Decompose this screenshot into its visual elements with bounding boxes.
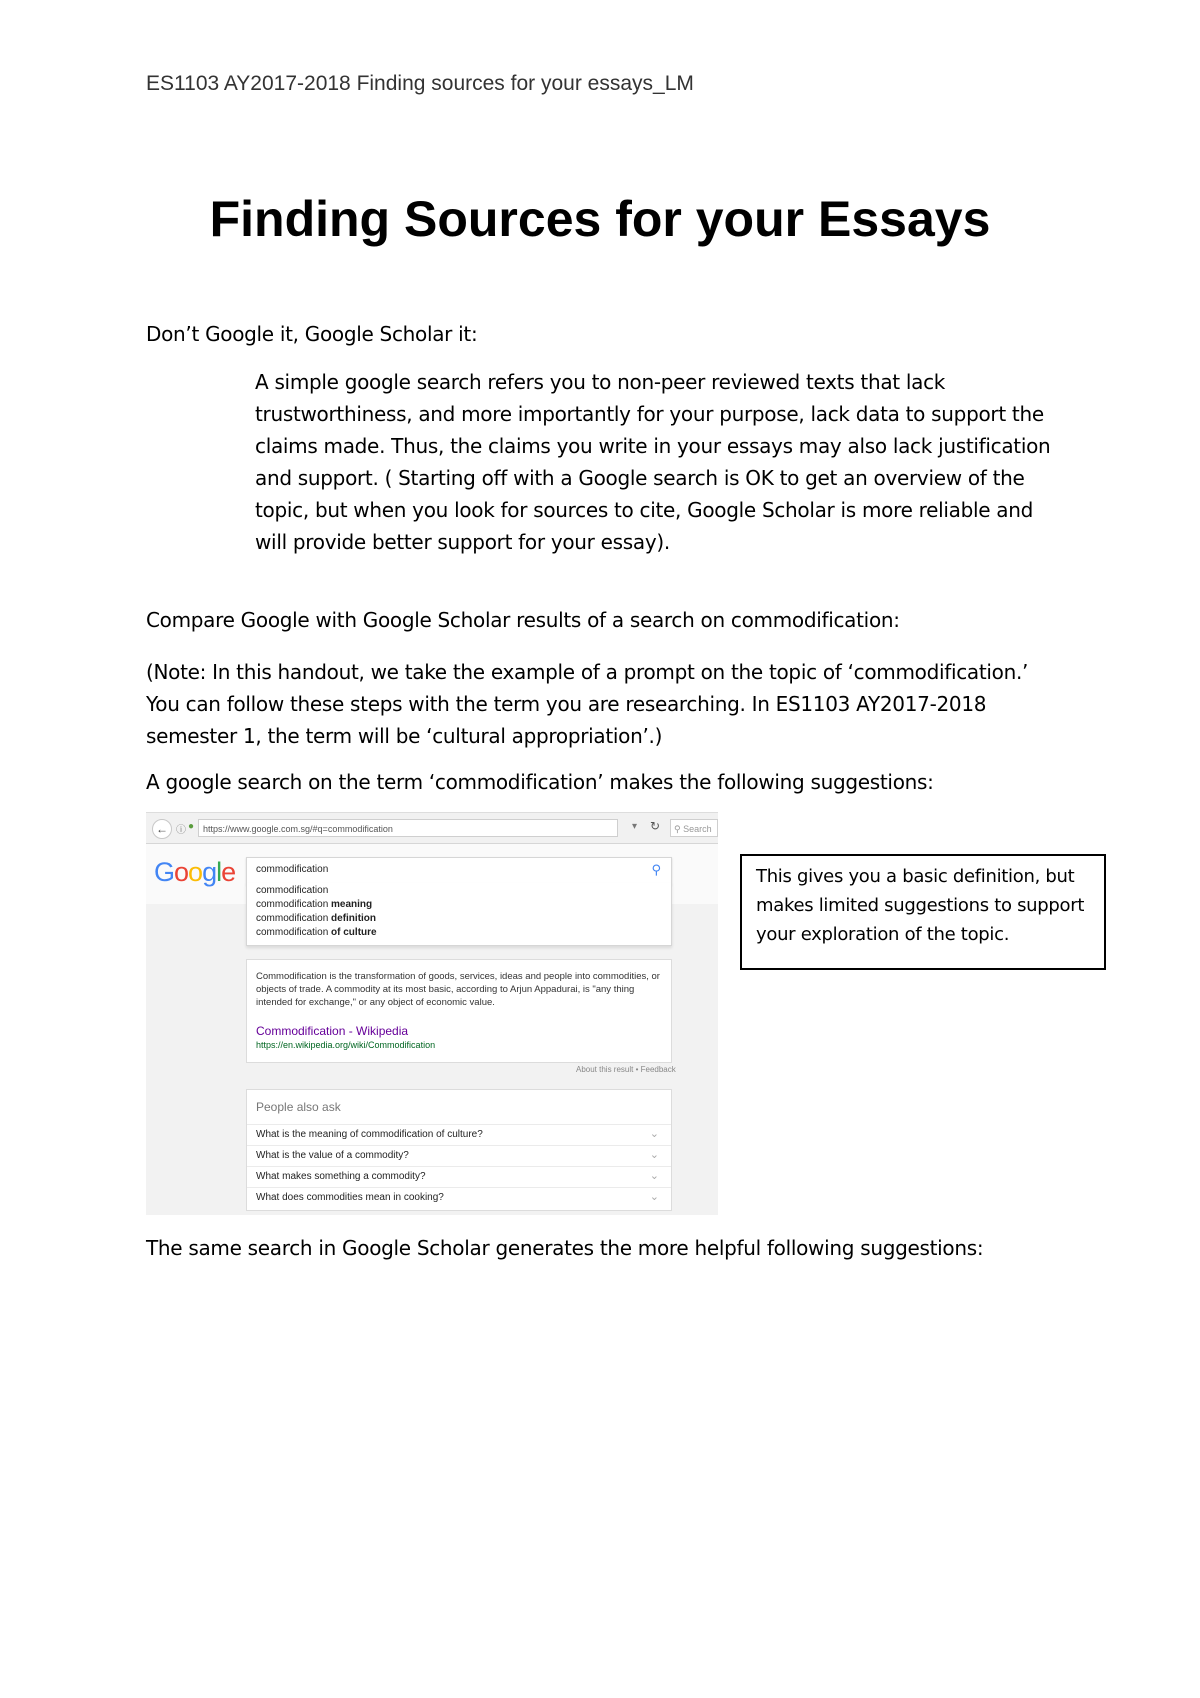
dropdown-arrow-icon: ▾ bbox=[632, 821, 638, 832]
autocomplete-item: commodification bbox=[256, 885, 329, 896]
compare-heading: Compare Google with Google Scholar results of a search on commodification: bbox=[146, 608, 900, 632]
autocomplete-list bbox=[246, 883, 672, 946]
search-query: commodification bbox=[256, 864, 329, 875]
scholar-search-intro: The same search in Google Scholar generates the more helpful following suggestions: bbox=[146, 1236, 984, 1260]
google-search-box bbox=[246, 857, 672, 885]
browser-search-label: Search bbox=[683, 824, 712, 834]
intro-paragraph: A simple google search refers you to non-peer reviewed texts that lack trustworthiness, and more importantly for your purpose, lack data to support the claims made. Thus, the claims you write in your essays may also lack justification and support. ( Starting off with a Google search is OK to get an overview of the topic, but when you look for sources to cite, Google Scholar is more reliable and will provide better support for your essay). bbox=[255, 370, 1051, 554]
definition-text: Commodification is the transformation of goods, services, ideas and people into commodities, or objects of trade. A commodity at its most basic, according to Arjun Appadurai, is "any thing intended for exchange," or any object of economic value. bbox=[256, 971, 660, 1008]
paa-title: People also ask bbox=[256, 1100, 341, 1114]
chevron-down-icon: ⌄ bbox=[649, 1128, 659, 1140]
people-also-ask bbox=[246, 1089, 672, 1211]
paa-row: What is the value of a commodity? ⌄ bbox=[247, 1145, 671, 1167]
wikipedia-link: Commodification - Wikipedia bbox=[256, 1024, 409, 1038]
chevron-down-icon: ⌄ bbox=[649, 1149, 659, 1161]
callout-box: This gives you a basic definition, but makes limited suggestions to support your exploration of the topic. bbox=[740, 854, 1106, 970]
chevron-down-icon: ⌄ bbox=[649, 1191, 659, 1203]
browser-search-field: ⚲ Search bbox=[670, 819, 718, 837]
lock-icon: ● bbox=[188, 821, 195, 832]
paa-row: What is the meaning of commodification of culture? ⌄ bbox=[247, 1124, 671, 1146]
google-search-intro: A google search on the term ‘commodification’ makes the following suggestions: bbox=[146, 770, 934, 794]
browser-toolbar bbox=[146, 813, 718, 844]
paa-row: What makes something a commodity? ⌄ bbox=[247, 1166, 671, 1188]
note-paragraph: (Note: In this handout, we take the example of a prompt on the topic of ‘commodification.’ You can follow these steps with the term you are researching. In ES1103 AY2017-2018 semester 1, the term will be ‘cultural appropriation’.) bbox=[146, 660, 1029, 748]
autocomplete-item: commodification meaning bbox=[256, 899, 373, 910]
google-search-screenshot bbox=[146, 812, 718, 1215]
section-heading: Don’t Google it, Google Scholar it: bbox=[146, 322, 478, 346]
google-logo: Google bbox=[154, 857, 236, 887]
search-icon: ⚲ bbox=[651, 862, 661, 877]
page-title: Finding Sources for your Essays bbox=[209, 191, 991, 247]
document-header: ES1103 AY2017-2018 Finding sources for your essays_LM bbox=[146, 72, 694, 95]
definition-card bbox=[246, 959, 672, 1063]
autocomplete-item: commodification of culture bbox=[256, 927, 377, 938]
info-icon: ⓘ bbox=[176, 825, 186, 836]
chevron-down-icon: ⌄ bbox=[649, 1170, 659, 1182]
autocomplete-item: commodification definition bbox=[256, 913, 377, 924]
refresh-icon: ↻ bbox=[650, 819, 661, 833]
address-bar: https://www.google.com.sg/#q=commodification bbox=[198, 819, 618, 837]
back-arrow-icon: ← bbox=[152, 819, 172, 839]
wikipedia-url: https://en.wikipedia.org/wiki/Commodification bbox=[256, 1040, 436, 1050]
paa-row: What does commodities mean in cooking? ⌄ bbox=[247, 1187, 671, 1209]
feedback-text: About this result • Feedback bbox=[576, 1065, 676, 1074]
